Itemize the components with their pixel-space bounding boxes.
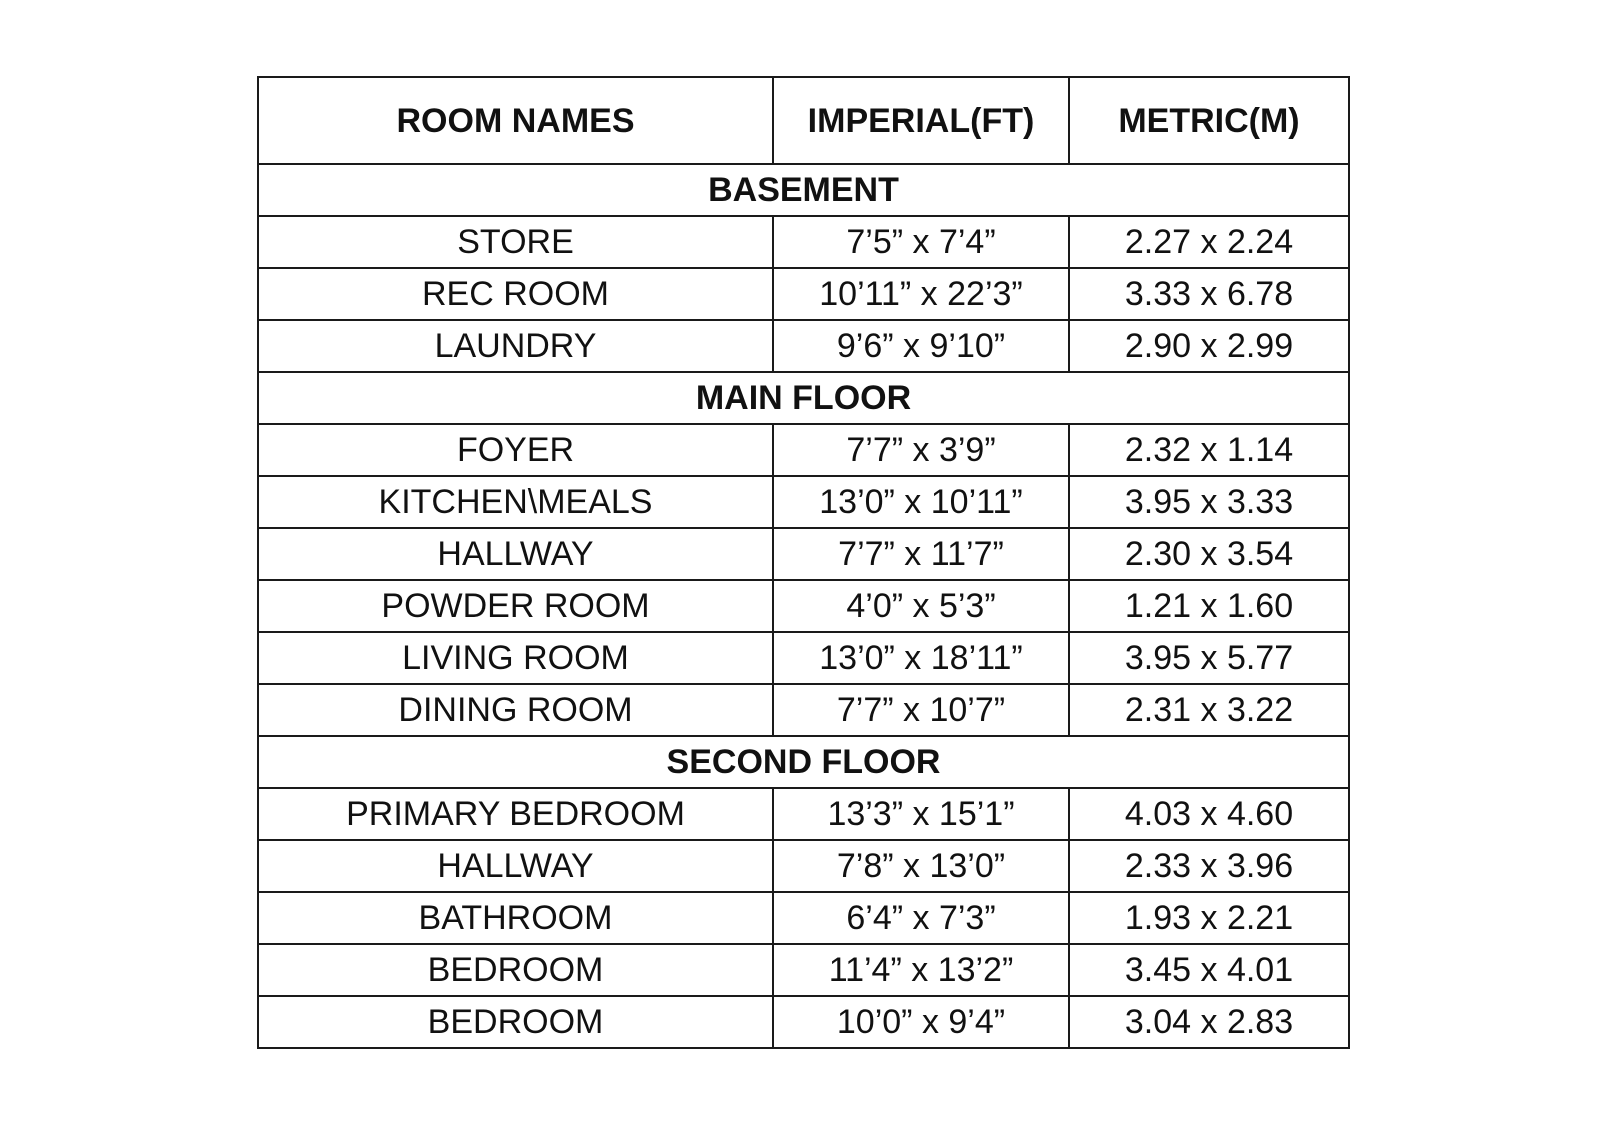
header-room-names: ROOM NAMES xyxy=(258,77,773,164)
section-row-main-floor xyxy=(258,372,1349,424)
table-row xyxy=(258,996,1349,1048)
table-row xyxy=(258,632,1349,684)
table-row xyxy=(258,424,1349,476)
room-name-cell: BATHROOM xyxy=(258,892,773,944)
imperial-cell: 7’8” x 13’0” xyxy=(773,840,1069,892)
imperial-cell: 7’7” x 3’9” xyxy=(773,424,1069,476)
metric-cell: 3.04 x 2.83 xyxy=(1069,996,1349,1048)
room-name-cell: LIVING ROOM xyxy=(258,632,773,684)
metric-cell: 3.45 x 4.01 xyxy=(1069,944,1349,996)
room-name-cell: KITCHEN\MEALS xyxy=(258,476,773,528)
metric-cell: 2.33 x 3.96 xyxy=(1069,840,1349,892)
imperial-cell: 9’6” x 9’10” xyxy=(773,320,1069,372)
table-row xyxy=(258,684,1349,736)
imperial-cell: 7’7” x 11’7” xyxy=(773,528,1069,580)
table-row xyxy=(258,788,1349,840)
imperial-cell: 13’0” x 10’11” xyxy=(773,476,1069,528)
room-name-cell: FOYER xyxy=(258,424,773,476)
metric-cell: 4.03 x 4.60 xyxy=(1069,788,1349,840)
table-row xyxy=(258,528,1349,580)
table-row xyxy=(258,580,1349,632)
room-name-cell: PRIMARY BEDROOM xyxy=(258,788,773,840)
section-title: BASEMENT xyxy=(258,164,1349,216)
table-row xyxy=(258,320,1349,372)
table-row xyxy=(258,944,1349,996)
metric-cell: 1.93 x 2.21 xyxy=(1069,892,1349,944)
table-row xyxy=(258,476,1349,528)
table-row xyxy=(258,840,1349,892)
room-name-cell: HALLWAY xyxy=(258,840,773,892)
room-name-cell: POWDER ROOM xyxy=(258,580,773,632)
room-name-cell: BEDROOM xyxy=(258,996,773,1048)
table-row xyxy=(258,892,1349,944)
room-dimensions-table xyxy=(257,76,1350,1049)
imperial-cell: 13’0” x 18’11” xyxy=(773,632,1069,684)
table-row xyxy=(258,268,1349,320)
imperial-cell: 7’5” x 7’4” xyxy=(773,216,1069,268)
section-title: MAIN FLOOR xyxy=(258,372,1349,424)
metric-cell: 2.90 x 2.99 xyxy=(1069,320,1349,372)
imperial-cell: 7’7” x 10’7” xyxy=(773,684,1069,736)
room-name-cell: HALLWAY xyxy=(258,528,773,580)
metric-cell: 2.27 x 2.24 xyxy=(1069,216,1349,268)
section-title: SECOND FLOOR xyxy=(258,736,1349,788)
room-name-cell: REC ROOM xyxy=(258,268,773,320)
metric-cell: 1.21 x 1.60 xyxy=(1069,580,1349,632)
header-metric: METRIC(M) xyxy=(1069,77,1349,164)
imperial-cell: 13’3” x 15’1” xyxy=(773,788,1069,840)
imperial-cell: 10’11” x 22’3” xyxy=(773,268,1069,320)
metric-cell: 2.32 x 1.14 xyxy=(1069,424,1349,476)
section-row-basement xyxy=(258,164,1349,216)
metric-cell: 3.95 x 3.33 xyxy=(1069,476,1349,528)
room-name-cell: DINING ROOM xyxy=(258,684,773,736)
metric-cell: 2.30 x 3.54 xyxy=(1069,528,1349,580)
room-name-cell: STORE xyxy=(258,216,773,268)
room-name-cell: BEDROOM xyxy=(258,944,773,996)
section-row-second-floor xyxy=(258,736,1349,788)
metric-cell: 3.33 x 6.78 xyxy=(1069,268,1349,320)
metric-cell: 3.95 x 5.77 xyxy=(1069,632,1349,684)
imperial-cell: 11’4” x 13’2” xyxy=(773,944,1069,996)
imperial-cell: 6’4” x 7’3” xyxy=(773,892,1069,944)
metric-cell: 2.31 x 3.22 xyxy=(1069,684,1349,736)
table-row xyxy=(258,216,1349,268)
header-row xyxy=(258,77,1349,164)
room-name-cell: LAUNDRY xyxy=(258,320,773,372)
imperial-cell: 4’0” x 5’3” xyxy=(773,580,1069,632)
header-imperial: IMPERIAL(FT) xyxy=(773,77,1069,164)
imperial-cell: 10’0” x 9’4” xyxy=(773,996,1069,1048)
